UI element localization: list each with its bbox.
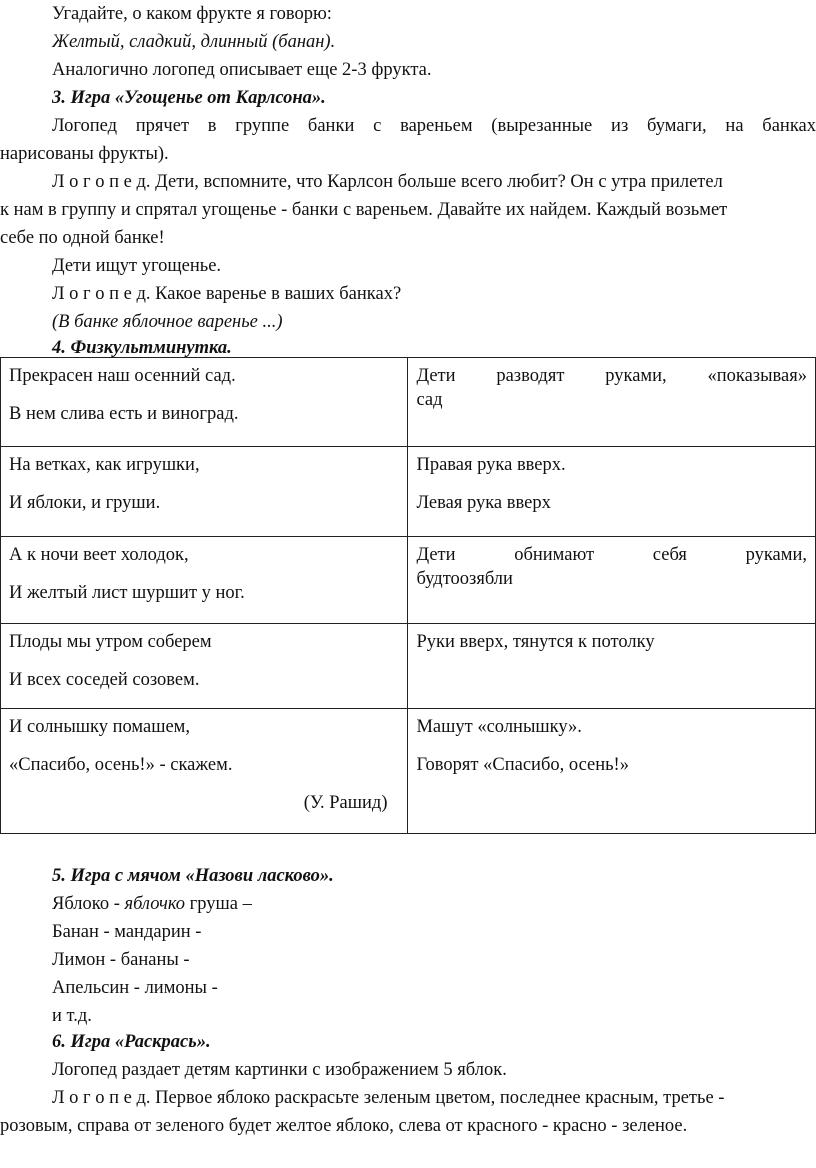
action-cell: Руки вверх, тянутся к потолку [408, 624, 816, 709]
table-row [1, 537, 816, 624]
action-cell: Дети разводят руками, «показывая» сад [408, 358, 816, 447]
game6-paragraph-2a [52, 1086, 724, 1110]
game3-paragraph-1a: Логопед прячет в группе банки с вареньем (вырезанные из бумаги, на банках [52, 116, 816, 136]
exercise-table [0, 357, 816, 834]
game3-paragraph-5: (В банке яблочное варенье ...) [52, 312, 283, 332]
game6-paragraph-2b: розовым, справа от зеленого будет желтое яблоко, слева от красного - красно - зеленое. [0, 1116, 688, 1136]
game3-paragraph-1b: нарисованы фрукты). [0, 144, 169, 164]
game3-p2a-text: Дети, вспомните, что Карлсон больше всего любит? Он с утра прилетел [150, 172, 723, 192]
poem-cell: Плоды мы утром соберем И всех соседей созовем. [1, 624, 408, 709]
table-row [1, 358, 816, 447]
word-diminutive: яблочко [124, 894, 186, 914]
table-row [1, 709, 816, 834]
poem-author: (У. Рашид) [303, 793, 388, 813]
game6-paragraph-1: Логопед раздает детям картинки с изображением 5 яблок. [52, 1060, 507, 1080]
intro-line-1: Угадайте, о каком фрукте я говорю: [52, 4, 332, 24]
game3-paragraph-2c: себе по одной банке! [0, 228, 165, 248]
game5-line-3: Лимон - бананы - [52, 950, 190, 970]
game4-title: 4. Физкультминутка. [52, 338, 232, 358]
action-cell: Дети обнимают себя руками, будтоозябли [408, 537, 816, 624]
game3-paragraph-4 [52, 282, 401, 306]
poem-cell: На ветках, как игрушки, И яблоки, и груши. [1, 447, 408, 537]
game5-line-4: Апельсин - лимоны - [52, 978, 218, 998]
action-cell: Правая рука вверх. Левая рука вверх [408, 447, 816, 537]
game5-title: 5. Игра с мячом «Назови ласково». [52, 866, 334, 886]
game3-paragraph-2a [52, 170, 723, 194]
game3-paragraph-2b: к нам в группу и спрятал угощенье - банки с вареньем. Давайте их найдем. Каждый возьмет [0, 200, 728, 220]
word: Яблоко - [52, 894, 125, 914]
game6-title: 6. Игра «Раскрась». [52, 1032, 211, 1052]
intro-line-3: Аналогично логопед описывает еще 2-3 фрукта. [52, 60, 432, 80]
game5-line-5: и т.д. [52, 1006, 92, 1026]
word: груша – [185, 894, 252, 914]
poem-cell: Прекрасен наш осенний сад. В нем слива есть и виноград. [1, 358, 408, 447]
game5-line-1 [52, 892, 252, 916]
game3-title: 3. Игра «Угощенье от Карлсона». [52, 88, 326, 108]
game6-p2a-text: Первое яблоко раскрасьте зеленым цветом, последнее красным, третье - [150, 1088, 725, 1108]
intro-line-2: Желтый, сладкий, длинный (банан). [52, 32, 336, 52]
poem-cell: И солнышку помашем, «Спасибо, осень!» - скажем. (У. Рашид) [1, 709, 408, 834]
game3-p4-text: Какое варенье в ваших банках? [150, 284, 402, 304]
table-row [1, 624, 816, 709]
action-cell: Машут «солнышку». Говорят «Спасибо, осень!» [408, 709, 816, 834]
poem-cell: А к ночи веет холодок, И желтый лист шуршит у ног. [1, 537, 408, 624]
game5-line-2: Банан - мандарин - [52, 922, 202, 942]
speaker-label: Л о г о п е д. [52, 1088, 151, 1108]
speaker-label: Л о г о п е д. [52, 172, 151, 192]
speaker-label: Л о г о п е д. [52, 284, 151, 304]
table-row [1, 447, 816, 537]
game3-paragraph-3: Дети ищут угощенье. [52, 256, 222, 276]
